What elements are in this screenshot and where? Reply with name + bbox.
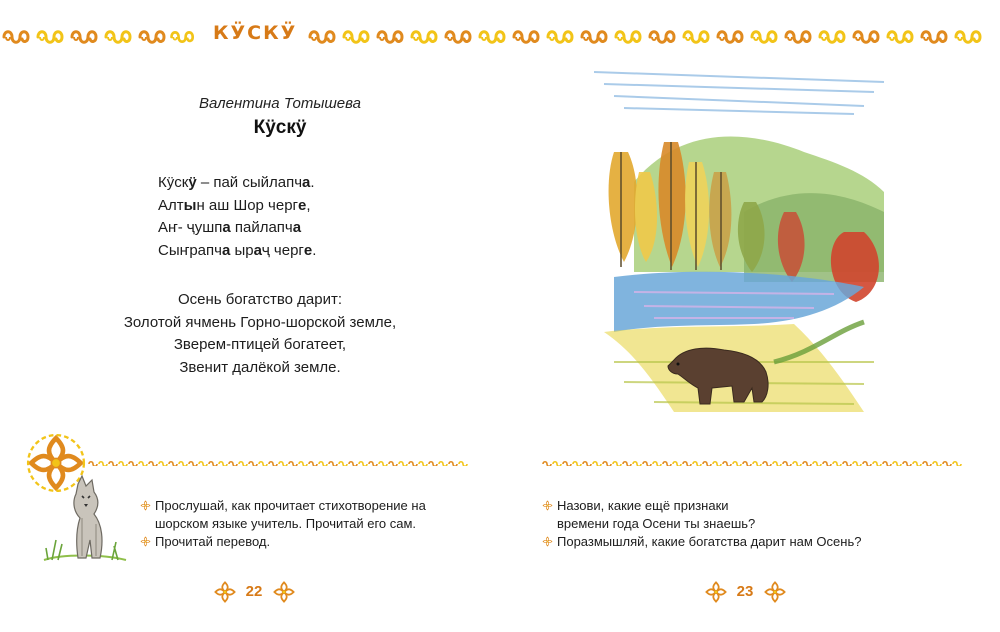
text-part: Аҥ- ҷушп xyxy=(158,219,223,236)
page-rosette-icon xyxy=(704,580,728,604)
task-left-2 xyxy=(140,533,270,551)
russian-line-3: Зверем-птицей богатеет, xyxy=(173,336,347,353)
text-part: н аш Шор черг xyxy=(196,196,299,214)
ornament-bullet-icon xyxy=(542,500,553,511)
text-part: ыр xyxy=(230,241,254,259)
text-part: . xyxy=(310,174,315,191)
task-text: Прочитай перевод. xyxy=(155,534,271,549)
ornament-bullet-icon xyxy=(542,536,553,547)
autumn-landscape-illustration xyxy=(594,62,894,420)
shor-line-2 xyxy=(158,195,316,218)
stressed-vowel: а xyxy=(292,219,302,236)
page-rosette-icon xyxy=(213,580,237,604)
text-part: ҷ черг xyxy=(261,241,304,259)
divider-ornament-right xyxy=(542,456,962,466)
page-rosette-icon xyxy=(763,580,787,604)
text-part: . xyxy=(312,241,317,259)
stressed-vowel: а xyxy=(221,241,231,259)
header-title: КӰСКӰ xyxy=(213,22,298,44)
stressed-vowel: а xyxy=(222,219,231,236)
ornament-bullet-icon xyxy=(140,536,151,547)
page-number-left: 22 xyxy=(245,583,263,600)
task-right-1 xyxy=(542,497,755,533)
shor-line-3 xyxy=(158,217,316,240)
wolf-cub-illustration xyxy=(42,474,128,564)
stressed-vowel: ӱ xyxy=(188,174,197,191)
author-name: Валентина Тотышева xyxy=(198,95,361,112)
russian-stanza xyxy=(60,289,460,379)
stressed-vowel: а xyxy=(253,241,262,259)
task-left-1 xyxy=(140,497,426,533)
task-text-continued: времени года Осени ты знаешь? xyxy=(557,516,756,531)
page-rosette-icon xyxy=(272,580,296,604)
text-part: , xyxy=(306,196,311,214)
russian-line-2: Золотой ячмень Горно-шорской земле, xyxy=(123,313,397,331)
task-text: Прослушай, как прочитает стихотворение на xyxy=(155,498,426,513)
stressed-vowel: е xyxy=(298,196,307,214)
shor-line-4 xyxy=(158,240,316,263)
stressed-vowel: ы xyxy=(183,196,197,214)
stressed-vowel: е xyxy=(303,241,313,259)
task-right-2 xyxy=(542,533,861,551)
task-text: Назови, какие ещё признаки xyxy=(557,498,729,513)
russian-line-4: Звенит далёкой земле. xyxy=(179,358,341,376)
text-part: пайлапч xyxy=(230,219,293,236)
divider-ornament-left xyxy=(88,456,473,466)
text-part: Сыҥрапч xyxy=(158,241,222,259)
text-part: Кӱск xyxy=(158,174,189,191)
stressed-vowel: а xyxy=(302,174,311,191)
text-part: Алт xyxy=(158,196,184,214)
poem-title: Кӱскӱ xyxy=(253,117,307,138)
shor-line-1 xyxy=(158,172,316,195)
header-ornament-left xyxy=(0,24,200,50)
task-text: Поразмышляй, какие богатства дарит нам Осень? xyxy=(557,534,862,549)
shor-stanza xyxy=(158,172,316,262)
task-text-continued: шорском языке учитель. Прочитай его сам. xyxy=(155,516,417,531)
text-part: – пай сыйлапч xyxy=(196,174,303,191)
page-number-right: 23 xyxy=(736,583,754,600)
header-ornament-right xyxy=(306,24,1000,50)
russian-line-1: Осень богатство дарит: xyxy=(177,291,343,308)
ornament-bullet-icon xyxy=(140,500,151,511)
